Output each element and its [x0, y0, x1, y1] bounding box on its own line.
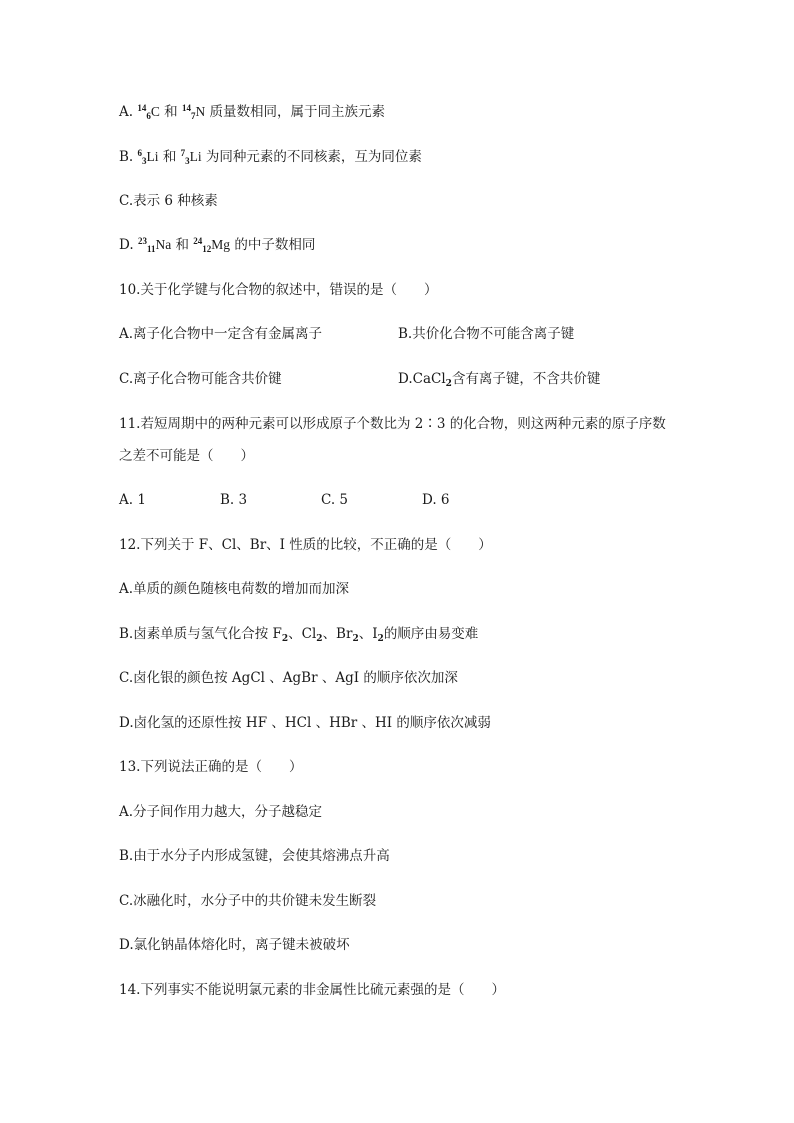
formula-text: 、Cl — [288, 626, 317, 642]
q11-option-a: A. 1 — [119, 492, 146, 508]
nuclide-n14 — [182, 104, 205, 119]
q11-stem-line2: 之差不可能是（ ） — [119, 448, 254, 464]
subscript: 2 — [445, 379, 452, 389]
q10-option-c: C.离子化合物可能含共价键 — [119, 371, 282, 387]
element-symbol: Li — [189, 149, 202, 164]
mass-number: 14 — [181, 103, 191, 113]
nuclide-na23 — [138, 237, 171, 252]
q10-option-b: B.共价化合物不可能含离子键 — [398, 326, 575, 342]
element-symbol: Li — [146, 149, 159, 164]
option-text: B.卤素单质与氢气化合按 F — [119, 626, 282, 642]
element-symbol: C — [150, 104, 160, 119]
q9-d-prefix: D. — [119, 237, 134, 253]
q12-option-a: A.单质的颜色随核电荷数的增加而加深 — [119, 581, 350, 597]
formula-text: D.CaCl — [398, 371, 446, 387]
mass-number: 14 — [137, 103, 147, 113]
q13-option-b: B.由于水分子内形成氢键，会使其熔沸点升高 — [119, 848, 390, 864]
formula-text: 、I — [358, 626, 378, 642]
q12-stem: 12.下列关于 F、Cl、Br、I 性质的比较，不正确的是（ ） — [119, 537, 492, 553]
formula-text: 、Br — [322, 626, 353, 642]
element-symbol: N — [195, 104, 206, 119]
atomic-number: 3 — [142, 156, 147, 166]
atomic-number: 12 — [202, 244, 212, 254]
option-text: 含有离子键，不含共价键 — [451, 371, 601, 387]
atomic-number: 7 — [190, 111, 196, 121]
q14-stem: 14.下列事实不能说明氯元素的非金属性比硫元素强的是（ ） — [119, 982, 505, 998]
q10-option-a: A.离子化合物中一定含有金属离子 — [119, 326, 323, 342]
conjunction: 和 — [162, 149, 177, 165]
q11-option-d: D. 6 — [422, 492, 450, 508]
q10-stem: 10.关于化学键与化合物的叙述中，错误的是（ ） — [119, 282, 438, 298]
nuclide-c14 — [137, 104, 160, 119]
option-text: 的顺序由易变难 — [383, 626, 479, 642]
q9-option-c: C.表示 6 种核素 — [119, 193, 218, 209]
q9-b-text: 为同种元素的不同核素，互为同位素 — [205, 149, 422, 165]
q13-option-d: D.氯化钠晶体熔化时，离子键未被破坏 — [119, 937, 350, 953]
subscript: 2 — [352, 634, 359, 644]
q12-option-d: D.卤化氢的还原性按 HF 、HCl 、HBr 、HI 的顺序依次减弱 — [119, 715, 491, 731]
conjunction: 和 — [175, 237, 189, 253]
element-symbol: Na — [155, 237, 172, 252]
q9-option-a — [119, 103, 385, 121]
q9-a-prefix: A. — [119, 104, 134, 120]
q9-option-b — [119, 148, 422, 166]
element-symbol: Mg — [211, 237, 231, 252]
mass-number: 24 — [193, 236, 203, 246]
q9-a-text: 质量数相同，属于同主族元素 — [209, 104, 385, 120]
subscript: 2 — [281, 634, 289, 644]
mass-number: 6 — [137, 148, 143, 158]
mass-number: 23 — [137, 236, 147, 246]
mass-number: 7 — [180, 148, 186, 158]
q11-option-c: C. 5 — [321, 492, 349, 508]
atomic-number: 11 — [146, 244, 156, 254]
subscript: 2 — [377, 634, 384, 644]
nuclide-mg24 — [193, 237, 230, 252]
nuclide-li6 — [138, 149, 159, 164]
q12-option-c: C.卤化银的颜色按 AgCl 、AgBr 、AgI 的顺序依次加深 — [119, 670, 458, 686]
q11-option-b: B. 3 — [220, 492, 248, 508]
subscript: 2 — [316, 634, 323, 644]
atomic-number: 3 — [185, 156, 190, 166]
nuclide-li7 — [181, 149, 202, 164]
q13-option-c: C.冰融化时，水分子中的共价键未发生断裂 — [119, 893, 377, 909]
q11-stem-line1: 11.若短周期中的两种元素可以形成原子个数比为 2∶3 的化合物，则这两种元素的原子序数 — [119, 416, 666, 432]
q9-option-d — [119, 236, 315, 254]
q12-option-b — [119, 625, 478, 643]
q9-b-prefix: B. — [119, 149, 134, 165]
q10-option-d — [398, 370, 600, 388]
q13-option-a: A.分子间作用力越大，分子越稳定 — [119, 804, 323, 820]
atomic-number: 6 — [146, 111, 151, 121]
q13-stem: 13.下列说法正确的是（ ） — [119, 759, 303, 775]
q9-d-text: 的中子数相同 — [234, 237, 316, 253]
conjunction: 和 — [164, 104, 178, 120]
